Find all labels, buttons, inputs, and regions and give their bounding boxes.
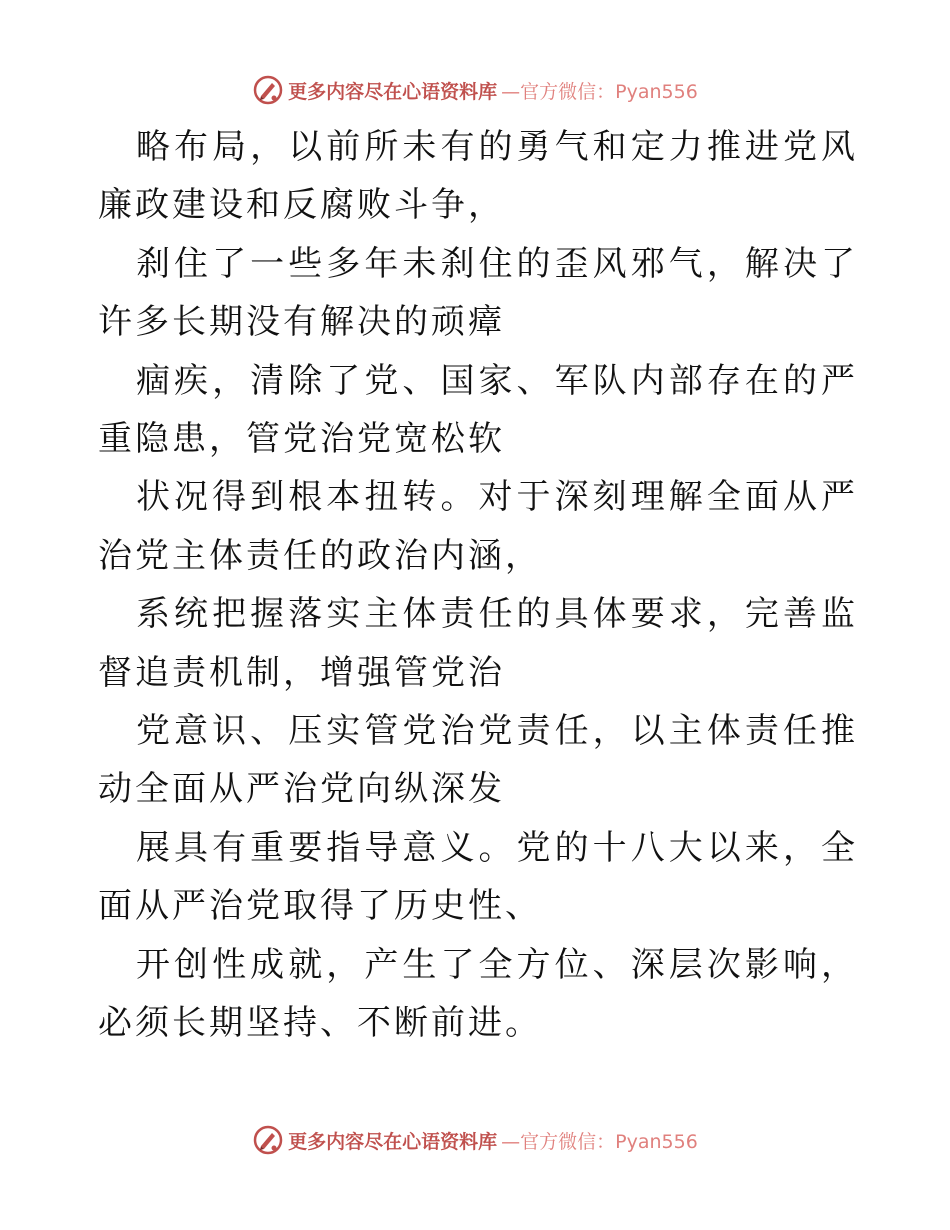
paragraph-6: 党意识、压实管党治党责任，以主体责任推动全面从严治党向纵深发 bbox=[98, 711, 858, 810]
paragraph-2: 刹住了一些多年未刹住的歪风邪气，解决了许多长期没有解决的顽瘴 bbox=[98, 243, 858, 343]
footer-banner-title: 更多内容尽在心语资料库 bbox=[288, 1130, 498, 1153]
paragraph-8: 开创性成就，产生了全方位、深层次影响，必须长期坚持、不断前进。 bbox=[98, 944, 858, 1044]
paragraph-3: 痼疾，清除了党、国家、军队内部存在的严重隐患，管党治党宽松软 bbox=[98, 360, 858, 460]
header-banner-inner bbox=[252, 74, 698, 106]
pen-logo-icon bbox=[252, 1124, 284, 1156]
paragraph-7: 展具有重要指导意义。党的十八大以来，全面从严治党取得了历史性、 bbox=[98, 827, 858, 927]
paragraph-5: 系统把握落实主体责任的具体要求，完善监督追责机制，增强管党治 bbox=[98, 594, 858, 693]
footer-banner-wechat: —官方微信：Pyan556 bbox=[501, 1130, 698, 1153]
footer-banner-inner bbox=[252, 1124, 698, 1156]
paragraph-4: 状况得到根本扭转。对于深刻理解全面从严治党主体责任的政治内涵， bbox=[98, 477, 858, 576]
paragraph-1: 略布局，以前所未有的勇气和定力推进党风廉政建设和反腐败斗争， bbox=[98, 127, 858, 226]
footer-banner bbox=[0, 1120, 950, 1160]
pen-logo-icon bbox=[252, 74, 284, 106]
header-banner-wechat: —官方微信：Pyan556 bbox=[501, 80, 698, 103]
header-banner-title: 更多内容尽在心语资料库 bbox=[288, 80, 498, 103]
header-banner bbox=[0, 70, 950, 110]
document-body bbox=[98, 118, 858, 1053]
